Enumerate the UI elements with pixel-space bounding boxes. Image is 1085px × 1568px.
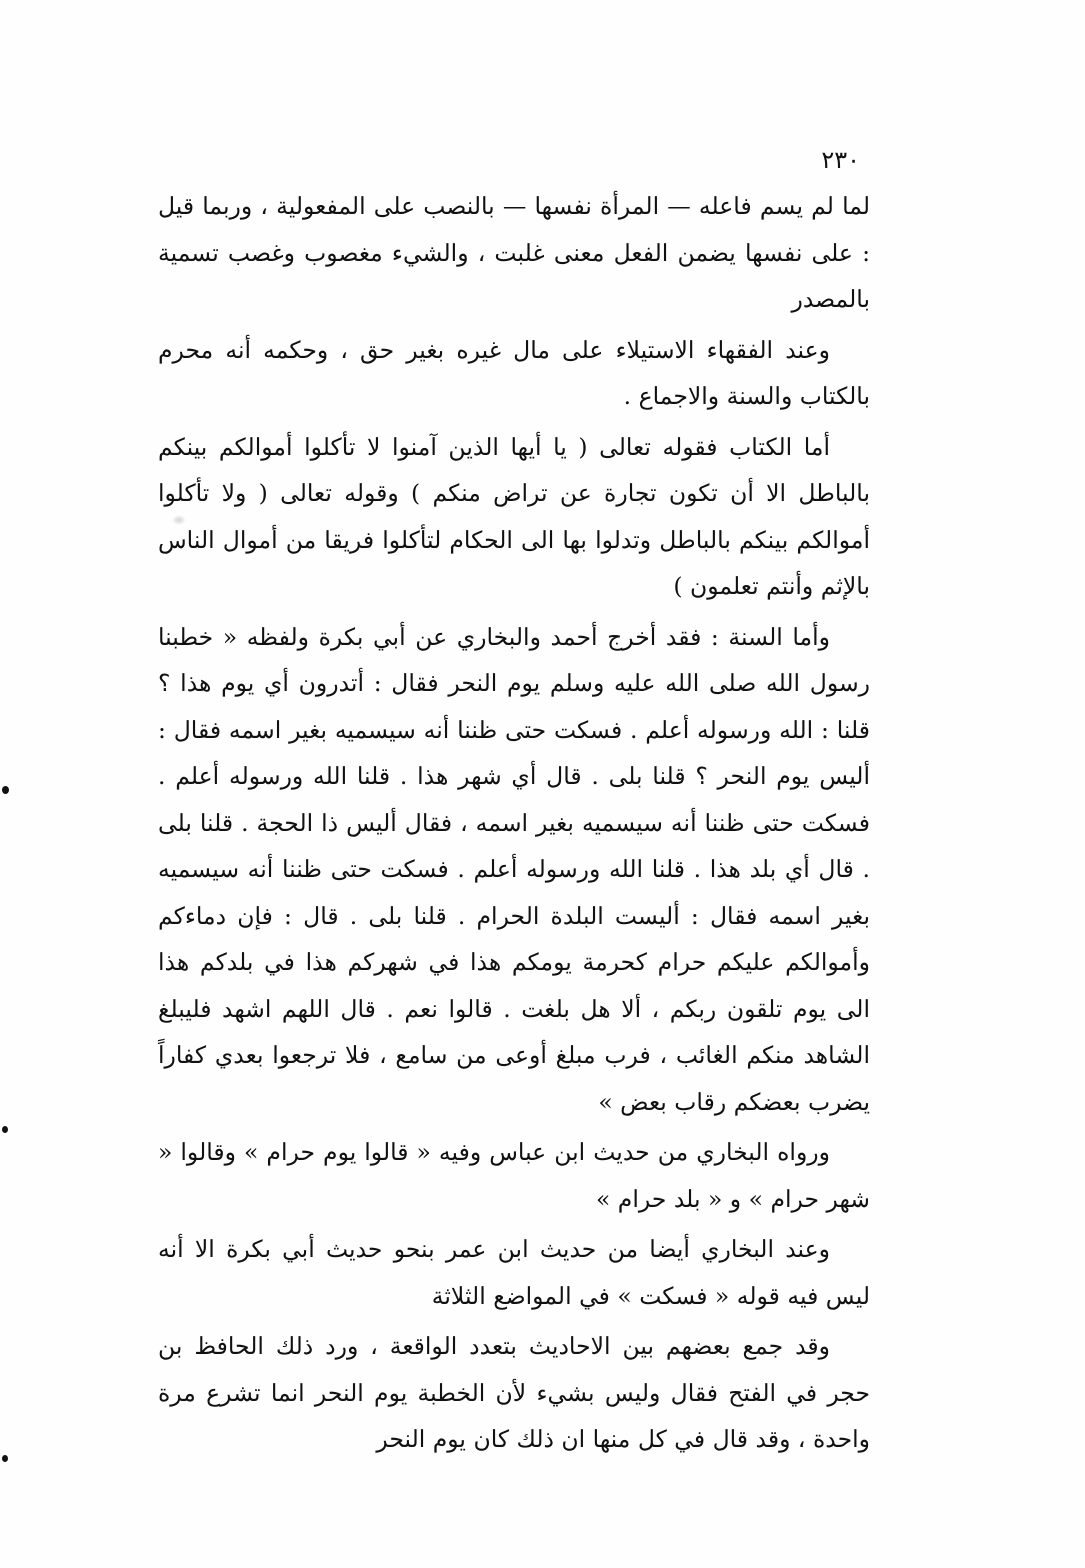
paragraph-3: أما الكتاب فقوله تعالى ( يا أيها الذين آمنوا لا تأكلوا أموالكم بينكم بالباطل الا أن تكون تجارة عن تراض منكم ) وقوله تعالى ( ولا تأكلوا أموالكم بينكم بالباطل وتدلوا بها الى الحكام لتأكلوا فريقا من أموال الناس بالإثم وأنتم تعلمون )	[158, 432, 870, 600]
scan-speck	[172, 515, 186, 525]
scan-mark	[2, 786, 9, 794]
page-number: ٢٣٠	[821, 146, 860, 174]
scan-mark	[2, 1126, 8, 1133]
paragraph-4: وأما السنة : فقد أخرج أحمد والبخاري عن أبي بكرة ولفظه « خطبنا رسول الله صلى الله عليه وسلم يوم النحر فقال : أتدرون أي يوم هذا ؟ قلنا : الله ورسوله أعلم . فسكت حتى ظننا أنه سيسميه بغير اسمه فقال : أليس يوم النحر ؟ قلنا بلى . قال أي شهر هذا . قلنا الله ورسوله أعلم . فسكت حتى ظننا أنه سيسميه بغير اسمه ، فقال أليس ذا الحجة . قلنا بلى . قال أي بلد هذا . قلنا الله ورسوله أعلم . فسكت حتى ظننا أنه سيسميه بغير اسمه فقال : أليست البلدة الحرام . قلنا بلى . قال : فإن دماءكم وأموالكم عليكم حرام كحرمة يومكم هذا في شهركم هذا في بلدكم هذا الى يوم تلقون ربكم ، ألا هل بلغت . قالوا نعم . قال اللهم اشهد فليبلغ الشاهد منكم الغائب ، فرب مبلغ أوعى من سامع ، فلا ترجعوا بعدي كفاراً يضرب بعضكم رقاب بعض »	[158, 622, 870, 1116]
scan-mark	[2, 1455, 8, 1462]
body-text	[158, 183, 870, 1463]
paragraph-5: ورواه البخاري من حديث ابن عباس وفيه « قالوا يوم حرام » وقالوا « شهر حرام » و « بلد حرام »	[158, 1138, 870, 1213]
paragraph-7: وقد جمع بعضهم بين الاحاديث بتعدد الواقعة ، ورد ذلك الحافظ بن حجر في الفتح فقال وليس بشيء لأن الخطبة يوم النحر انما تشرع مرة واحدة ، وقد قال في كل منها ان ذلك كان يوم النحر	[158, 1332, 870, 1453]
paragraph-2: وعند الفقهاء الاستيلاء على مال غيره بغير حق ، وحكمه أنه محرم بالكتاب والسنة والاجماع .	[158, 335, 870, 410]
paragraph-1: لما لم يسم فاعله — المرأة نفسها — بالنصب على المفعولية ، وربما قيل : على نفسها يضمن الفعل معنى غلبت ، والشيء مغصوب وغصب تسمية بالمصدر	[158, 192, 870, 313]
paragraph-6: وعند البخاري أيضا من حديث ابن عمر بنحو حديث أبي بكرة الا أنه ليس فيه قوله « فسكت » في المواضع الثلاثة	[158, 1235, 870, 1310]
